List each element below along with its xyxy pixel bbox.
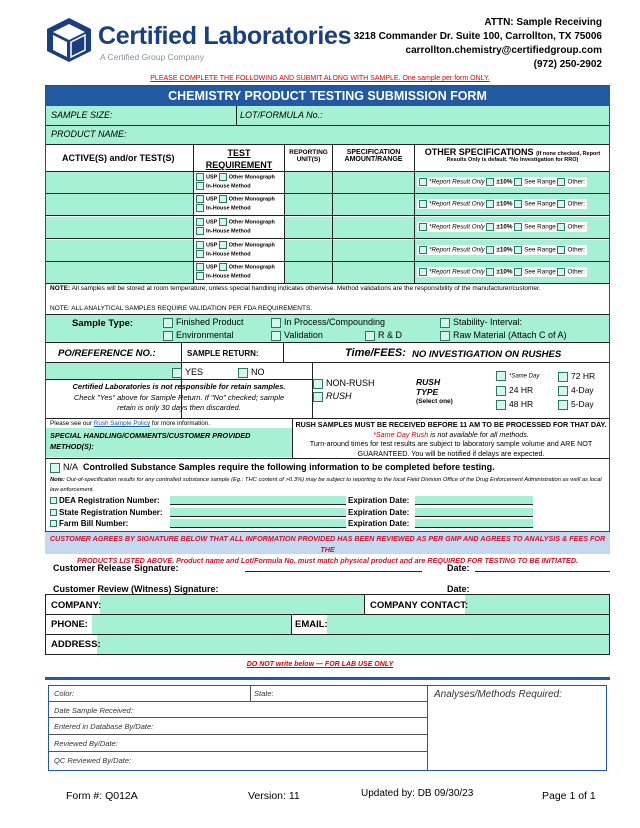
rush-option[interactable] (313, 391, 352, 402)
checkbox-icon[interactable] (271, 331, 281, 341)
divider (46, 418, 609, 419)
turnaround-line2: GUARANTEED. You will be notified if delays are expected. (357, 448, 545, 458)
company-contact-label: COMPANY CONTACT: (370, 600, 469, 611)
state-reg-expiration-field[interactable] (415, 508, 533, 517)
st-validation-label: Validation (284, 330, 323, 340)
st-validation[interactable] (271, 330, 323, 341)
opt-pm10: ±10% (496, 178, 513, 186)
special-line1: SPECIAL HANDLING/COMMENTS/CUSTOMER PROVIDED (50, 431, 251, 440)
witness-signature-label: Customer Review (Witness) Signature: (53, 584, 219, 594)
opt-pm10: ±10% (496, 200, 513, 208)
opt-pm10: ±10% (496, 223, 513, 231)
opt-report-only: *Report Result Only (429, 223, 485, 231)
farm-expiration-field[interactable] (415, 519, 533, 528)
checkbox-icon[interactable] (196, 241, 204, 249)
product-name-label: PRODUCT NAME: (51, 129, 127, 139)
checkbox-icon[interactable] (557, 246, 565, 254)
email-label: EMAIL: (295, 619, 328, 630)
checkbox-icon[interactable] (440, 331, 450, 341)
sample-return-label: SAMPLE RETURN: (187, 349, 259, 358)
other-spec-options (417, 177, 587, 187)
dea-text: DEA Registration Number: (59, 496, 160, 505)
spec-range-field[interactable] (333, 172, 414, 193)
reporting-unit-field[interactable] (285, 240, 332, 261)
rush-48hr[interactable] (496, 399, 533, 410)
rush-4day[interactable] (558, 385, 594, 396)
test-requirement-options (196, 173, 275, 192)
checkbox-icon[interactable] (50, 509, 57, 516)
divider (46, 215, 609, 216)
spec-range-field[interactable] (333, 262, 414, 283)
checkbox-icon[interactable] (514, 200, 522, 208)
spec-range-field[interactable] (333, 217, 414, 238)
col-other-note1: (If none checked, Report (536, 151, 601, 157)
divider (45, 614, 610, 615)
form-title: CHEMISTRY PRODUCT TESTING SUBMISSION FORM (45, 86, 610, 106)
retain-line1: Certified Laboratories is not responsible for retain samples. (72, 382, 286, 391)
opt-monograph: Other Monograph (228, 242, 275, 249)
lab-use-notice: DO NOT write below — FOR LAB USE ONLY (246, 661, 394, 668)
farm-text: Farm Bill Number: (59, 519, 129, 528)
st-environmental[interactable] (163, 330, 234, 341)
divider (46, 379, 312, 380)
d5-label: 5-Day (571, 399, 594, 409)
divider (236, 106, 237, 125)
product-name-field[interactable] (46, 126, 609, 144)
st-stability[interactable] (440, 317, 522, 328)
active-test-field[interactable] (46, 172, 193, 193)
st-rd[interactable] (365, 330, 402, 341)
qc-reviewed-label: QC Reviewed By/Date: (54, 756, 132, 765)
opt-usp: USP (206, 174, 218, 181)
divider (48, 717, 427, 718)
col-other-specs (416, 147, 609, 163)
checkbox-icon[interactable] (558, 386, 568, 396)
reporting-unit-field[interactable] (285, 172, 332, 193)
checkbox-icon[interactable] (486, 223, 494, 231)
lab-email: carrollton.chemistry@certifiedgroup.com (405, 45, 602, 56)
checkbox-icon[interactable] (219, 241, 227, 249)
email-field[interactable] (327, 615, 609, 634)
d4-label: 4-Day (571, 385, 594, 395)
opt-other: Other: (567, 246, 585, 254)
rush-type-label (416, 377, 453, 407)
checkbox-icon[interactable] (486, 246, 494, 254)
st-env-label: Environmental (176, 330, 234, 340)
state-reg-label (50, 508, 163, 517)
reviewed-label: Reviewed By/Date: (54, 739, 118, 748)
opt-report-only: *Report Result Only (429, 268, 485, 276)
note-label: NOTE: (50, 285, 71, 292)
checkbox-icon[interactable] (196, 263, 204, 271)
sample-type-label: Sample Type: (72, 318, 134, 329)
col-spec-line1: SPECIFICATION (346, 149, 401, 156)
checkbox-icon[interactable] (419, 223, 427, 231)
divider (312, 362, 313, 418)
st-finished-label: Finished Product (176, 317, 244, 327)
storage-note (50, 285, 605, 294)
checkbox-icon[interactable] (196, 272, 204, 280)
rush-policy-link[interactable]: Rush Sample Policy (93, 420, 151, 427)
checkbox-icon[interactable] (496, 371, 506, 381)
return-no-label: NO (251, 367, 265, 377)
st-rd-label: R & D (378, 330, 403, 340)
submission-notice: PLEASE COMPLETE THE FOLLOWING AND SUBMIT ALONG WITH SAMPLE. One sample per form ONLY. (150, 75, 490, 82)
release-signature-label: Customer Release Signature: (53, 563, 179, 573)
special-handling-label (50, 430, 250, 452)
other-spec-options (417, 222, 587, 232)
st-inprocess-label: In Process/Compounding (284, 317, 386, 327)
opt-monograph: Other Monograph (228, 264, 275, 271)
farm-label (50, 519, 128, 528)
retain-line3: retain is only 30 days then discarded. (117, 403, 241, 412)
entered-label: Entered in Database By/Date: (54, 722, 154, 731)
date-received-label: Date Sample Received: (54, 706, 133, 715)
divider (46, 283, 609, 284)
note-text: All samples will be stored at room temperature, unless special handling indicates otherwise. Method validations are the responsibility of the manufacturer/customer. (70, 285, 541, 292)
checkbox-icon[interactable] (196, 204, 204, 212)
active-test-field[interactable] (46, 194, 193, 215)
test-requirement-options (196, 241, 275, 260)
checkbox-icon[interactable] (557, 178, 565, 186)
opt-pm10: ±10% (496, 246, 513, 254)
opt-see-range: See Range (524, 200, 556, 208)
opt-usp: USP (206, 242, 218, 249)
state-reg-text: State Registration Number: (59, 507, 163, 517)
non-rush-option[interactable] (313, 378, 375, 389)
rush-label: RUSH (326, 391, 352, 401)
lab-divider-bar (45, 677, 610, 680)
checkbox-icon[interactable] (219, 173, 227, 181)
checkbox-icon[interactable] (419, 268, 427, 276)
witness-date-label: Date: (447, 584, 470, 594)
h24-label: 24 HR (509, 385, 534, 395)
rush-rules (293, 420, 609, 458)
checkbox-icon[interactable] (219, 218, 227, 226)
checkbox-icon[interactable] (238, 368, 248, 378)
active-test-field[interactable] (46, 262, 193, 283)
col-specification (333, 149, 414, 163)
reporting-unit-field[interactable] (285, 217, 332, 238)
checkbox-icon[interactable] (496, 386, 506, 396)
checkbox-icon[interactable] (196, 173, 204, 181)
lab-color-label: Color: (54, 689, 75, 698)
other-spec-options (417, 199, 587, 209)
farm-field[interactable] (170, 519, 346, 528)
release-date-line[interactable] (475, 571, 610, 572)
checkbox-icon[interactable] (486, 178, 494, 186)
divider (45, 634, 610, 635)
dea-label (50, 496, 160, 505)
checkbox-icon[interactable] (558, 400, 568, 410)
sample-size-label: SAMPLE SIZE: (51, 110, 113, 120)
rush-24hr[interactable] (496, 385, 533, 396)
controlled-note (50, 476, 605, 495)
opt-monograph: Other Monograph (228, 196, 275, 203)
checkbox-icon[interactable] (514, 223, 522, 231)
rush-5day[interactable] (558, 399, 594, 410)
lab-address-block (354, 16, 602, 72)
rush-same-day[interactable] (496, 371, 539, 381)
checkbox-icon[interactable] (419, 246, 427, 254)
checkbox-icon[interactable] (196, 195, 204, 203)
opt-usp: USP (206, 219, 218, 226)
test-requirement-options (196, 263, 275, 282)
st-raw[interactable] (440, 330, 567, 341)
opt-inhouse: In-House Method (206, 273, 251, 280)
opt-usp: USP (206, 196, 218, 203)
checkbox-icon[interactable] (196, 250, 204, 258)
divider (48, 701, 427, 702)
form-updated: Updated by: DB 09/30/23 (361, 788, 474, 799)
sample-size-field[interactable] (46, 106, 609, 125)
opt-other: Other: (567, 178, 585, 186)
street-address: 3218 Commander Dr. Suite 100, Carrollton, TX 75006 (353, 31, 602, 42)
opt-monograph: Other Monograph (228, 174, 275, 181)
test-requirement-options (196, 195, 275, 214)
dea-expiration-field[interactable] (415, 496, 533, 505)
phone-field[interactable] (92, 615, 291, 634)
opt-pm10: ±10% (496, 268, 513, 276)
checkbox-icon[interactable] (163, 331, 173, 341)
checkbox-icon[interactable] (486, 200, 494, 208)
st-finished[interactable] (163, 317, 244, 328)
checkbox-icon[interactable] (557, 200, 565, 208)
divider (291, 614, 292, 634)
divider (283, 342, 284, 362)
opt-see-range: See Range (524, 223, 556, 231)
po-reference-label: PO/REFERENCE NO.: (58, 348, 156, 359)
validation-note: NOTE: ALL ANALYTICAL SAMPLES REQUIRE VALIDATION PER FDA REQUIREMENTS. (50, 305, 313, 312)
opt-inhouse: In-House Method (206, 251, 251, 258)
divider (427, 685, 428, 771)
page-number: Page 1 of 1 (542, 790, 596, 802)
divider (48, 734, 427, 735)
checkbox-icon[interactable] (172, 368, 182, 378)
same-day-rule: is not available for all methods. (428, 429, 529, 439)
col-reporting (285, 149, 332, 163)
na-label: N/A (63, 462, 79, 472)
opt-other: Other: (567, 223, 585, 231)
release-date-label: Date: (447, 563, 470, 573)
return-yes[interactable] (172, 367, 203, 378)
checkbox-icon[interactable] (496, 400, 506, 410)
no-investigation-label: NO INVESTIGATION ON RUSHES (412, 349, 562, 360)
divider (364, 594, 365, 614)
attn-line: ATTN: Sample Receiving (484, 17, 602, 28)
checkbox-icon[interactable] (419, 200, 427, 208)
divider (46, 144, 609, 145)
retain-disclaimer (46, 382, 312, 414)
checkbox-icon[interactable] (514, 178, 522, 186)
dea-field[interactable] (170, 496, 346, 505)
farm-expiration-label: Expiration Date: (348, 519, 410, 528)
controlled-note-label: Note: (50, 477, 65, 483)
opt-report-only: *Report Result Only (429, 200, 485, 208)
h72-label: 72 HR (571, 371, 596, 381)
turnaround-line1: Turn-around times for test results are subject to laboratory sample volume and ARE NOT (309, 439, 593, 448)
opt-see-range: See Range (524, 268, 556, 276)
lot-formula-label: LOT/FORMULA No.: (240, 110, 323, 120)
other-spec-options (417, 245, 587, 255)
controlled-note-text: Out-of-specification results for any controlled substance sample (Eg.: THC content of >0.3%) may be subject to reporting to the local Field Division Office of the Drug Enforcement Administration as well as local law enforcement. (50, 477, 602, 493)
checkbox-icon[interactable] (486, 268, 494, 276)
h48-label: 48 HR (509, 399, 534, 409)
same-day-rule-red: *Same Day Rush (373, 429, 429, 439)
col-other-title: OTHER SPECIFICATIONS (424, 147, 534, 157)
agreement-line2: PRODUCTS LISTED ABOVE. Product name and Lot/Formula No. must match physical product and are REQUIRED FOR TESTING TO BE INITIATED. (76, 556, 579, 565)
checkbox-icon[interactable] (196, 218, 204, 226)
reporting-unit-field[interactable] (285, 262, 332, 283)
test-requirement-options (196, 218, 275, 237)
opt-other: Other: (567, 200, 585, 208)
select-one-label: (Select one) (416, 398, 453, 405)
non-rush-label: NON-RUSH (326, 378, 375, 388)
checkbox-icon[interactable] (419, 178, 427, 186)
st-stability-label: Stability- Interval: (453, 317, 523, 327)
checkbox-icon[interactable] (313, 392, 323, 402)
dea-expiration-label: Expiration Date: (348, 496, 410, 505)
divider (46, 238, 609, 239)
analyses-label: Analyses/Methods Required: (434, 689, 562, 700)
spec-range-field[interactable] (333, 240, 414, 261)
divider (48, 751, 427, 752)
opt-inhouse: In-House Method (206, 228, 251, 235)
divider (250, 685, 251, 701)
letterhead (0, 0, 640, 76)
checkbox-icon[interactable] (219, 195, 227, 203)
checkbox-icon[interactable] (50, 497, 57, 504)
col-actives: ACTIVE(S) and/or TEST(S) (62, 153, 175, 163)
checkbox-icon[interactable] (514, 268, 522, 276)
same-day-label: *Same Day (509, 373, 540, 380)
divider (46, 458, 609, 459)
rush-type-line2: TYPE (416, 387, 439, 397)
release-signature-line[interactable] (245, 571, 422, 572)
brand-subtitle: A Certified Group Company (100, 52, 204, 62)
opt-see-range: See Range (524, 178, 556, 186)
col-spec-line2: AMOUNT/RANGE (344, 156, 403, 163)
return-yes-label: YES (185, 367, 204, 377)
divider (193, 145, 194, 283)
reporting-unit-field[interactable] (285, 194, 332, 215)
rush-rule-line: RUSH SAMPLES MUST BE RECEIVED BEFORE 11 AM TO BE PROCESSED FOR THAT DAY. (295, 420, 607, 429)
state-reg-expiration-label: Expiration Date: (348, 507, 410, 517)
opt-inhouse: In-House Method (206, 205, 251, 212)
spec-range-field[interactable] (333, 194, 414, 215)
checkbox-icon[interactable] (219, 263, 227, 271)
st-raw-label: Raw Material (Attach C of A) (453, 330, 567, 340)
col-test-requirement: TEST REQUIREMENT (205, 148, 273, 170)
rush-policy-pre: Please see our (50, 420, 94, 427)
col-other-note2: Results Only is default. *No Investigation for RRO) (446, 157, 579, 163)
agreement-line1: CUSTOMER AGREES BY SIGNATURE BELOW THAT ALL INFORMATION PROVIDED HAS BEEN REVIEWED AS PER GMP AND AGREES TO ANALYSIS & FEES FOR THE (49, 534, 606, 554)
checkbox-icon[interactable] (50, 520, 57, 527)
company-label: COMPANY: (51, 600, 102, 611)
na-checkbox-icon[interactable] (50, 463, 60, 473)
form-number: Form #: Q012A (66, 790, 138, 802)
opt-usp: USP (206, 264, 218, 271)
divider (46, 342, 609, 343)
address-label: ADDRESS: (51, 639, 101, 650)
checkbox-icon[interactable] (557, 223, 565, 231)
checkbox-icon[interactable] (196, 227, 204, 235)
state-reg-field[interactable] (170, 508, 346, 517)
company-contact-field[interactable] (465, 595, 609, 614)
st-inprocess[interactable] (271, 317, 385, 328)
lab-phone: (972) 250-2902 (533, 59, 602, 70)
checkbox-icon[interactable] (365, 331, 375, 341)
retain-line2: Check "Yes" above for Sample Return. If "No" checked; sample (73, 392, 285, 402)
other-spec-options (417, 267, 587, 277)
opt-monograph: Other Monograph (228, 219, 275, 226)
controlled-header (50, 462, 495, 473)
brand-name: Certified Laboratories (98, 22, 352, 50)
checkbox-icon[interactable] (271, 318, 281, 328)
rush-policy-note (50, 420, 210, 427)
checkbox-icon[interactable] (440, 318, 450, 328)
col-reporting-line1: REPORTING (289, 149, 328, 156)
opt-report-only: *Report Result Only (429, 246, 485, 254)
active-test-field[interactable] (46, 217, 193, 238)
agreement-banner (45, 532, 610, 565)
time-fees-label: Time/FEES: (345, 347, 406, 359)
checkbox-icon[interactable] (557, 268, 565, 276)
rush-policy-post: for more information. (150, 420, 210, 427)
certified-logo-icon (45, 18, 93, 62)
controlled-title: Controlled Substance Samples require the following information to be completed before testing. (83, 462, 495, 472)
checkbox-icon[interactable] (163, 318, 173, 328)
return-no[interactable] (238, 367, 265, 378)
rush-72hr[interactable] (558, 371, 595, 382)
special-line2: METHOD(S): (50, 442, 94, 451)
opt-report-only: *Report Result Only (429, 178, 485, 186)
col-reporting-line2: UNIT(S) (296, 156, 321, 163)
opt-inhouse: In-House Method (206, 183, 251, 190)
company-field[interactable] (100, 595, 364, 614)
opt-see-range: See Range (524, 246, 556, 254)
po-reference-field[interactable] (46, 363, 181, 379)
form-version: Version: 11 (248, 790, 300, 802)
checkbox-icon[interactable] (196, 182, 204, 190)
opt-other: Other: (567, 268, 585, 276)
phone-label: PHONE: (51, 619, 88, 630)
rush-type-line1: RUSH (416, 377, 441, 387)
checkbox-icon[interactable] (514, 246, 522, 254)
checkbox-icon[interactable] (558, 372, 568, 382)
checkbox-icon[interactable] (313, 379, 323, 389)
address-field[interactable] (97, 635, 609, 654)
lab-state-label: State: (254, 689, 274, 698)
active-test-field[interactable] (46, 240, 193, 261)
